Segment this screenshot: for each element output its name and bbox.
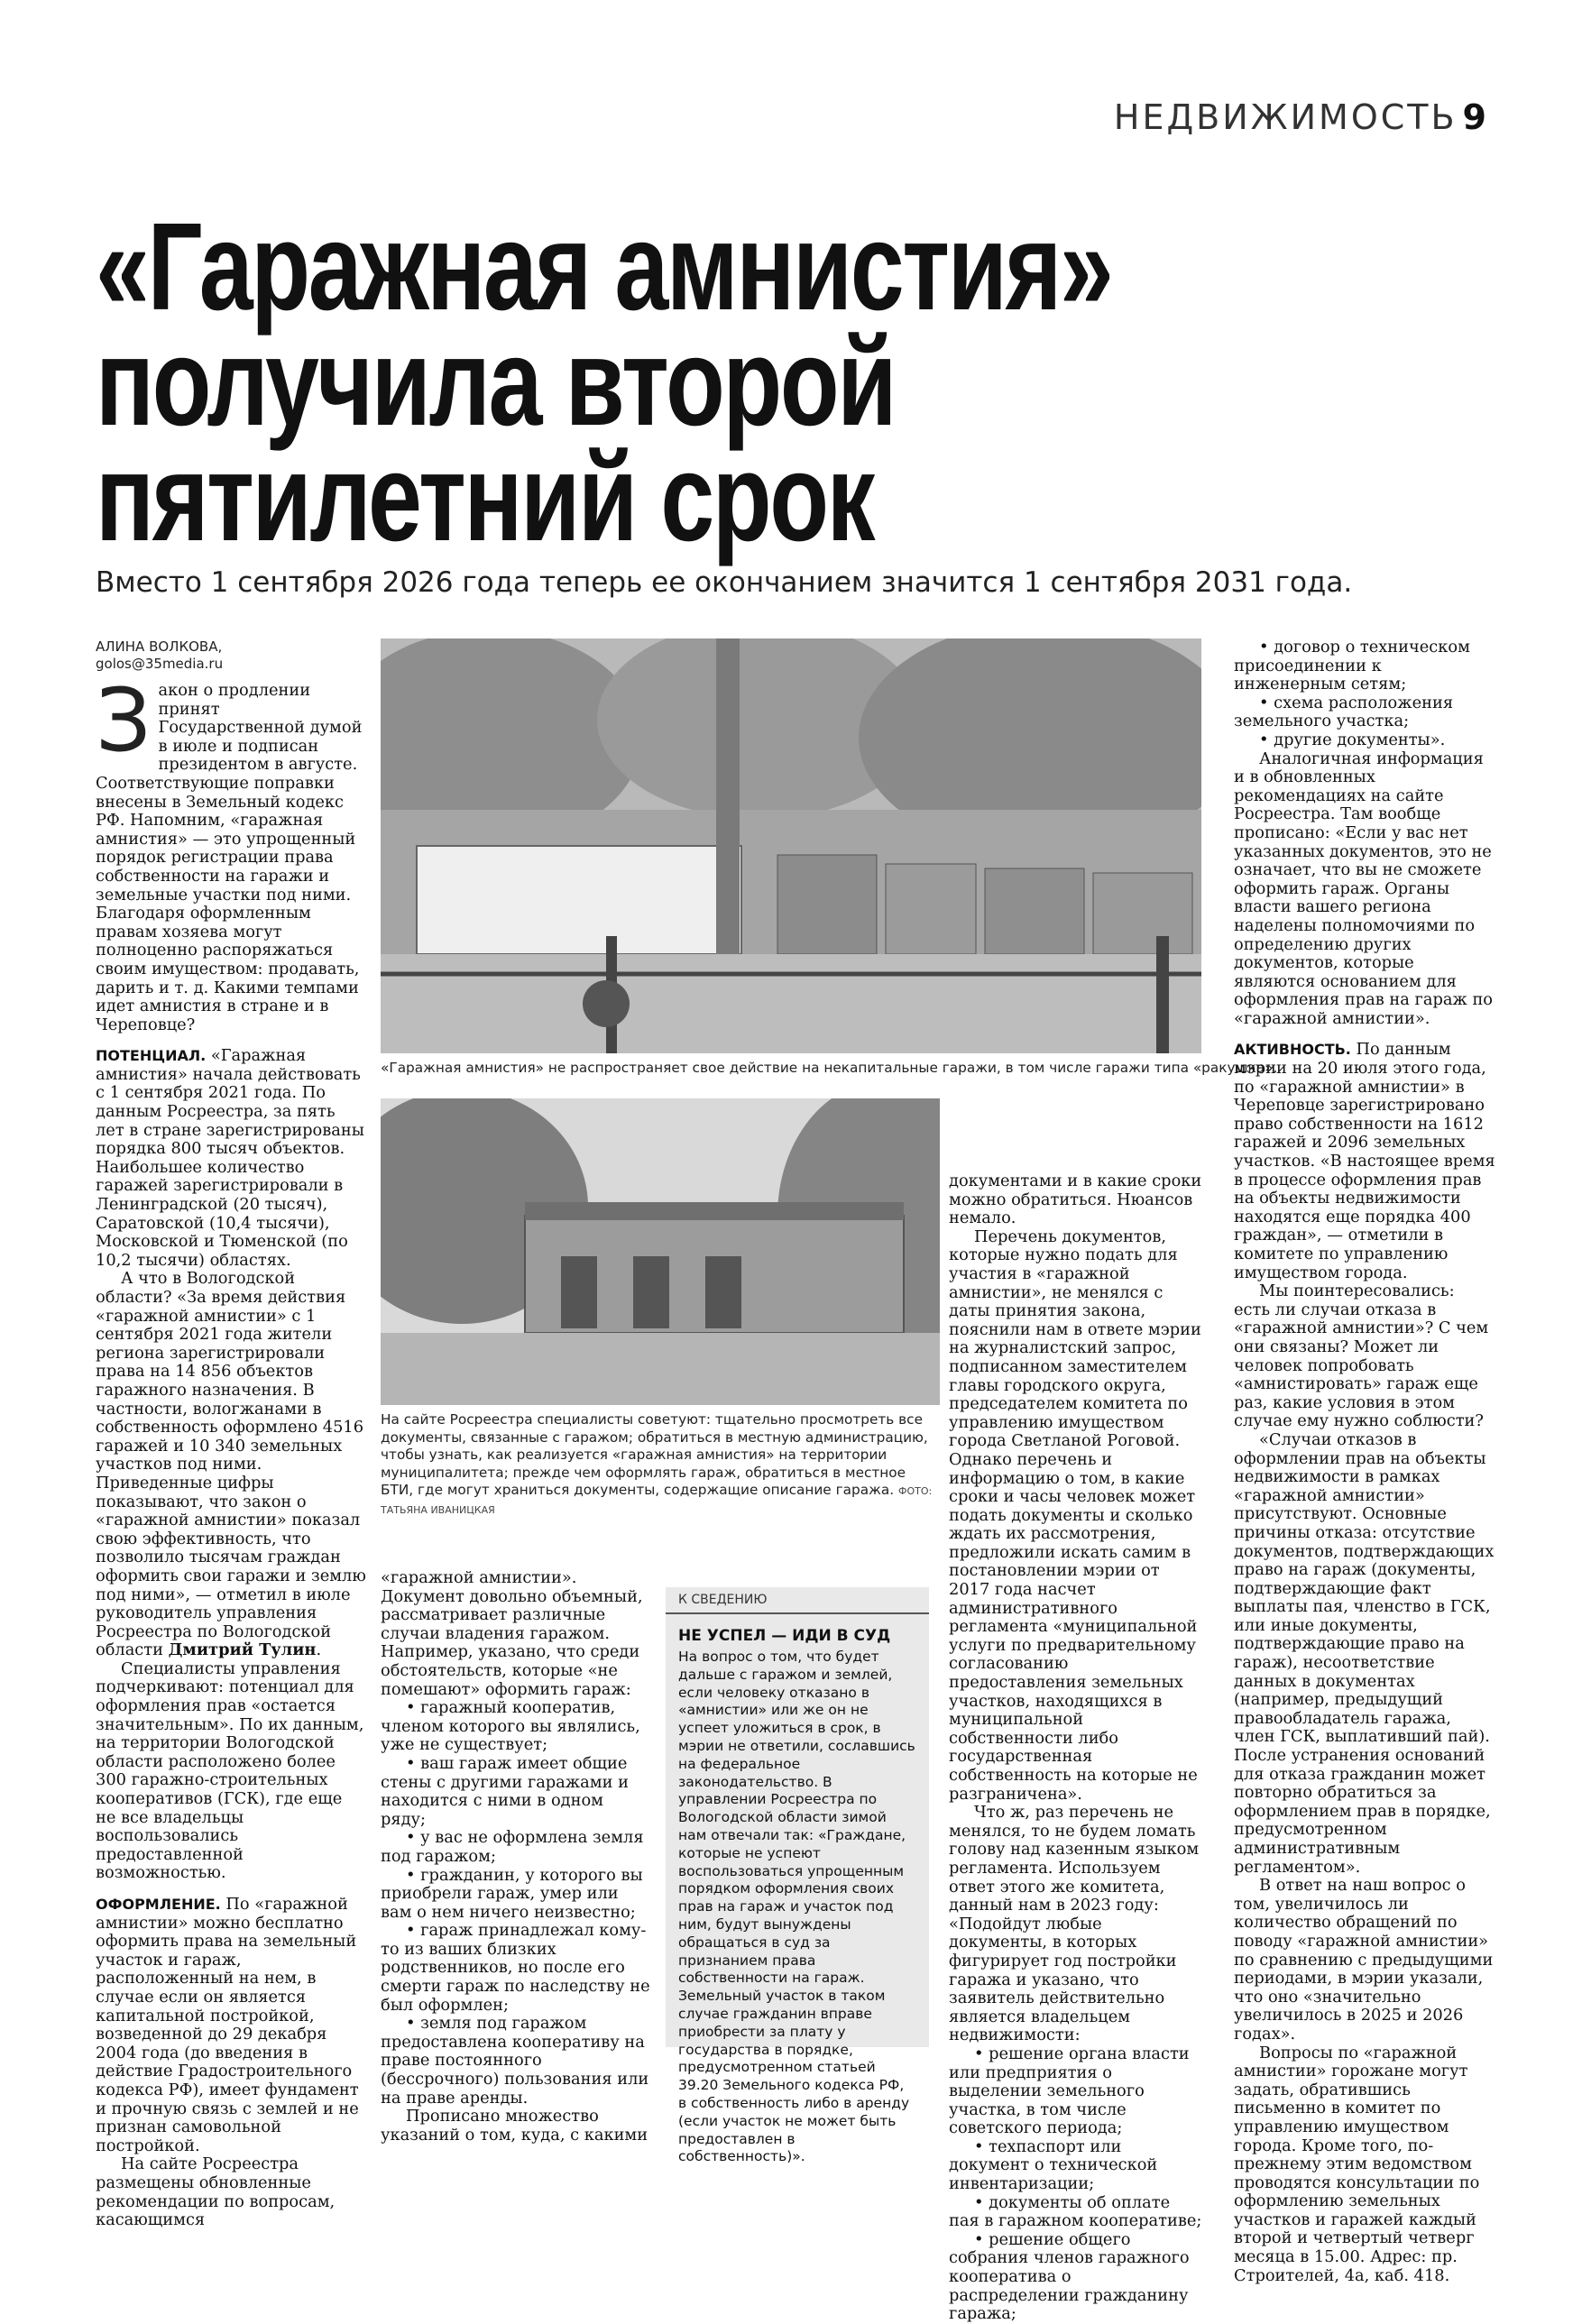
list-item: • договор о техническом присоединении к инженерным сетям; xyxy=(1234,638,1470,694)
list-item: • другие документы». xyxy=(1259,730,1446,749)
section-name: НЕДВИЖИМОСТЬ xyxy=(1113,97,1458,137)
sidebar-tag: К СВЕДЕНИЮ xyxy=(666,1587,929,1614)
sidebar-title: НЕ УСПЕЛ — ИДИ В СУД xyxy=(678,1627,891,1645)
paragraph-increase: В ответ на наш вопрос о том, увеличилось ли количество обращений по поводу «гаражной амнистии» по сравнению с предыдущими периодами, в мэрии указали, что оно «значительно увеличилось в 2025 и 2026 годах». xyxy=(1234,1876,1494,2044)
paragraph-col3-intro: документами и в какие сроки можно обратиться. Нюансов немало. xyxy=(949,1171,1202,1228)
paragraph-committee: Что ж, раз перечень не менялся, то не будем ломать голову над казенным языком регламента. Используем ответ этого же комитета, данный нам в 2023 году: «Подойдут любые документы, в которых фигурирует год постройки гаража и указано, что заявитель действительно является владельцем недвижимости: xyxy=(949,1803,1200,2045)
subhead-potential: ПОТЕНЦИАЛ. xyxy=(96,1047,207,1065)
list-item: • документы об оплате пая в гаражном кооперативе; xyxy=(949,2192,1202,2231)
subhead-activity: АКТИВНОСТЬ. xyxy=(1234,1041,1351,1059)
paragraph-col2-end: Прописано множество указаний о том, куда, с какими xyxy=(381,2107,648,2145)
lead-paragraph: Закон о продлении принят Государственной думой в июле и подписан президентом в августе. Соответствующие поправки внесены в Земельный кодекс РФ. Напомним, «гаражная амнистия» — это упрощенный порядок регистрации права собственности на гаражи и земельные участки под ними. Благодаря оформленным правам хозяева могут полноценно распоряжаться своим имуществом: продавать, дарить и т. д. Какими темпами идет амнистия в стране и в Череповце? xyxy=(96,670,363,1034)
list-item: • у вас не оформлена земля под гаражом; xyxy=(381,1828,644,1866)
byline xyxy=(96,638,366,673)
headline xyxy=(96,197,1165,567)
sidebar-body: На вопрос о том, что будет дальше с гаражом и землей, если человеку отказано в «амнистии» или же он не успеет уложиться в срок, в мэрии не ответили, сославшись на федеральное законодательство. В управлении Росреестра по Вологодской области зимой нам отвечали так: «Граждане, которые не успеют воспользоваться упрощенным порядком оформления своих прав на гараж и участок под ним, будут вынуждены обращаться в суд за признанием права собственности на гараж. Земельный участок в таком случае гражданин вправе приобрести за плату у государства в порядке, предусмотренном статьей 39.20 Земельного кодекса РФ, в собственность либо в аренду (если участок не может быть предоставлен в собственность)». xyxy=(678,1649,915,2165)
paragraph-refusals: «Случаи отказов в оформлении прав на объекты недвижимости в рамках «гаражной амнистии» присутствуют. Основные причины отказа: отсутствие документов, подтверждающих право на гараж (документы, подтверждающие факт выплаты пая, членство в ГСК, или иные документы, подтверждающие право на гараж), несоответствие данных в документах (например, предыдущий правообладатель гаража, член ГСК, выплативший пай). После устранения оснований для отказа гражданин может повторно обратиться за оформлением прав в порядке, предусмотренном административным регламентом». xyxy=(1234,1429,1495,1877)
photo-credit: ФОТО: ТАТЬЯНА ИВАНИЦКАЯ xyxy=(381,1485,933,1516)
paragraph-specialists: Специалисты управления подчеркивают: потенциал для оформления прав «остается значительным». По их данным, на территории Вологодской области расположено более 300 гаражно-строительных кооперативов (ГСК), где еще не все владельцы воспользовались предоставленной возможностью. xyxy=(96,1658,364,1883)
paragraph-documents: Перечень документов, которые нужно подать для участия в «гаражной амнистии», не менялся с даты принятия закона, пояснили нам в ответе мэрии на журналистский запрос, подписанном заместителем главы городского округа, председателем комитета по управлению имуществом города Светланой Роговой. Однако перечень и информацию о том, в какие сроки и часы человек может подать документы и сколько ждать их рассмотрения, предложили искать самим в постановлении мэрии от 2017 года насчет административного регламента «муниципальной услуги по предварительному согласованию предоставления земельных участков, находящихся в муниципальной собственности либо государственная собственность на которые не разграничена». xyxy=(949,1226,1201,1804)
paragraph-recommendations: Аналогичная информация и в обновленных рекомендациях на сайте Росреестра. Там вообще прописано: «Если у вас нет указанных документов, это не означает, что вы не сможете оформить гараж. Органы власти вашего региона наделены полномочиями по определению других документов, которые являются основанием для оформления прав на гараж по «гаражной амнистии». xyxy=(1234,749,1494,1028)
byline-email: golos@35media.ru xyxy=(96,656,224,672)
list-item: • схема расположения земельного участка; xyxy=(1234,693,1454,731)
list-item: • земля под гаражом предоставлена кооперативу на праве постоянного (бессрочного) пользования или на праве аренды. xyxy=(381,2014,649,2108)
column-1 xyxy=(96,638,366,2230)
column-2 xyxy=(381,1569,651,2145)
headline-line-3: пятилетний срок xyxy=(96,428,874,567)
list-item: • ваш гараж имеет общие стены с другими гаражами и находится с ними в одном ряду; xyxy=(381,1753,629,1829)
name-tulin: Дмитрий Тулин xyxy=(168,1640,317,1660)
paragraph-oformlenie: ОФОРМЛЕНИЕ. По «гаражной амнистии» можно бесплатно оформить права на земельный участок и гараж, расположенный на нем, в случае если он является капитальной постройкой, возведенной до 29 декабря 2004 года (до введения в действие Градостроительного кодекса РФ), имеет фундамент и прочную связь с землей и не признан самовольной постройкой. xyxy=(96,1895,359,2155)
list-item: • решение органа власти или предприятия о выделении земельного участка, в том числе советского периода; xyxy=(949,2044,1190,2138)
section-header xyxy=(1114,97,1486,137)
photo-garages xyxy=(381,638,1201,1053)
byline-author: АЛИНА ВОЛКОВА, xyxy=(96,638,223,655)
list-item: • решение общего собрания членов гаражного кооператива о распределении гражданину гаража; xyxy=(949,2229,1190,2324)
paragraph-vologda: А что в Вологодской области? «За время действия «гаражной амнистии» с 1 сентября 2021 года жители региона зарегистрировали права на 14 856 объектов гаражного назначения. В частности, вологжанами в собственность оформлено 4516 гаражей и 10 340 земельных участков под ними. Приведенные цифры показывают, что закон о «гаражной амнистии» показал свою эффективность, что позволило тысячам граждан оформить свои гаражи и землю под ними», — отметил в июле руководитель управления Росреестра по Вологодской области Дмитрий Тулин. xyxy=(96,1269,366,1660)
subhead-oformlenie: ОФОРМЛЕНИЕ. xyxy=(96,1896,221,1913)
photo-brick-garages xyxy=(381,1098,940,1405)
paragraph-site: На сайте Росреестра размещены обновленные рекомендации по вопросам, касающимся xyxy=(96,2154,336,2230)
subheadline: Вместо 1 сентября 2026 года теперь ее окончанием значится 1 сентября 2031 года. xyxy=(96,566,1353,599)
list-item: • гаражный кооператив, членом которого вы являлись, уже не существует; xyxy=(381,1698,640,1755)
list-item: • гражданин, у которого вы приобрели гараж, умер или вам о нем ничего неизвестно; xyxy=(381,1865,643,1922)
list-item: • техпаспорт или документ о технической инвентаризации; xyxy=(949,2136,1158,2194)
paragraph-consultations: Вопросы по «гаражной амнистии» горожане могут задать, обратившись письменно в комитет по управлению имуществом города. Кроме того, по-прежнему этим ведомством проводятся консультации по оформлению земельных участков и гаражей каждый второй и четвертый четверг месяца в 15.00. Адрес: пр. Строителей, 4а, каб. 418. xyxy=(1234,2043,1480,2285)
column-3 xyxy=(949,1172,1205,2324)
headline-line-1: «Гаражная амнистия» xyxy=(96,197,1112,336)
photo-garages-caption: «Гаражная амнистия» не распространяет свое действие на некапитальные гаражи, в том числе гаражи типа «ракушка». xyxy=(381,1060,1278,1076)
list-item: • гараж принадлежал кому-то из ваших близких родственников, но после его смерти гараж по наследству не был оформлен; xyxy=(381,1921,650,2015)
paragraph-questions: Мы поинтересовались: есть ли случаи отказа в «гаражной амнистии»? С чем они связаны? Может ли человек попробовать «амнистировать» гараж еще раз, какие условия в этом случае ему нужно соблюсти? xyxy=(1234,1281,1489,1431)
photo-brick-garages-caption: На сайте Росреестра специалисты советуют: тщательно просмотреть все документы, связанные с гаражом; обратиться в местную администрацию, чтобы узнать, как реализуется «гаражная амнистия» на территории муниципалитета; прежде чем оформлять гараж, обратиться в местное БТИ, где могут храниться документы, содержащие описание гаража. ФОТО: ТАТЬЯНА ИВАНИЦКАЯ xyxy=(381,1411,933,1516)
paragraph-activity: АКТИВНОСТЬ. По данным мэрии на 20 июля этого года, по «гаражной амнистии» в Череповце зарегистрировано право собственности на 1612 гаражей и 2096 земельных участков. «В настоящее время в процессе оформления прав на объекты недвижимости находятся еще порядка 400 граждан», — отметили в комитете по управлению имуществом города. xyxy=(1234,1040,1495,1282)
column-4 xyxy=(1234,638,1495,2285)
paragraph-col2-intro: «гаражной амнистии». Документ довольно объемный, рассматривает различные случаи владения гаражом. Например, указано, что среди обстоятельств, которые «не помешают» оформить гараж: xyxy=(381,1568,643,1699)
photo-garages-illustration xyxy=(381,638,1201,1053)
photo-brick-garages-illustration xyxy=(381,1098,940,1405)
page-number: 9 xyxy=(1462,97,1486,137)
info-sidebar xyxy=(666,1587,929,2165)
paragraph-potential: ПОТЕНЦИАЛ. «Гаражная амнистия» начала действовать с 1 сентября 2021 года. По данным Росреестра, за пять лет в стране зарегистрированы порядка 800 тысяч объектов. Наибольшее количество гаражей зарегистрировали в Ленинградской (20 тысяч), Саратовской (10,4 тысячи), Московской и Тюменской (по 10,2 тысячи) областях. xyxy=(96,1046,364,1270)
drop-cap: З xyxy=(96,670,152,771)
headline-line-2: получила второй xyxy=(96,313,896,452)
